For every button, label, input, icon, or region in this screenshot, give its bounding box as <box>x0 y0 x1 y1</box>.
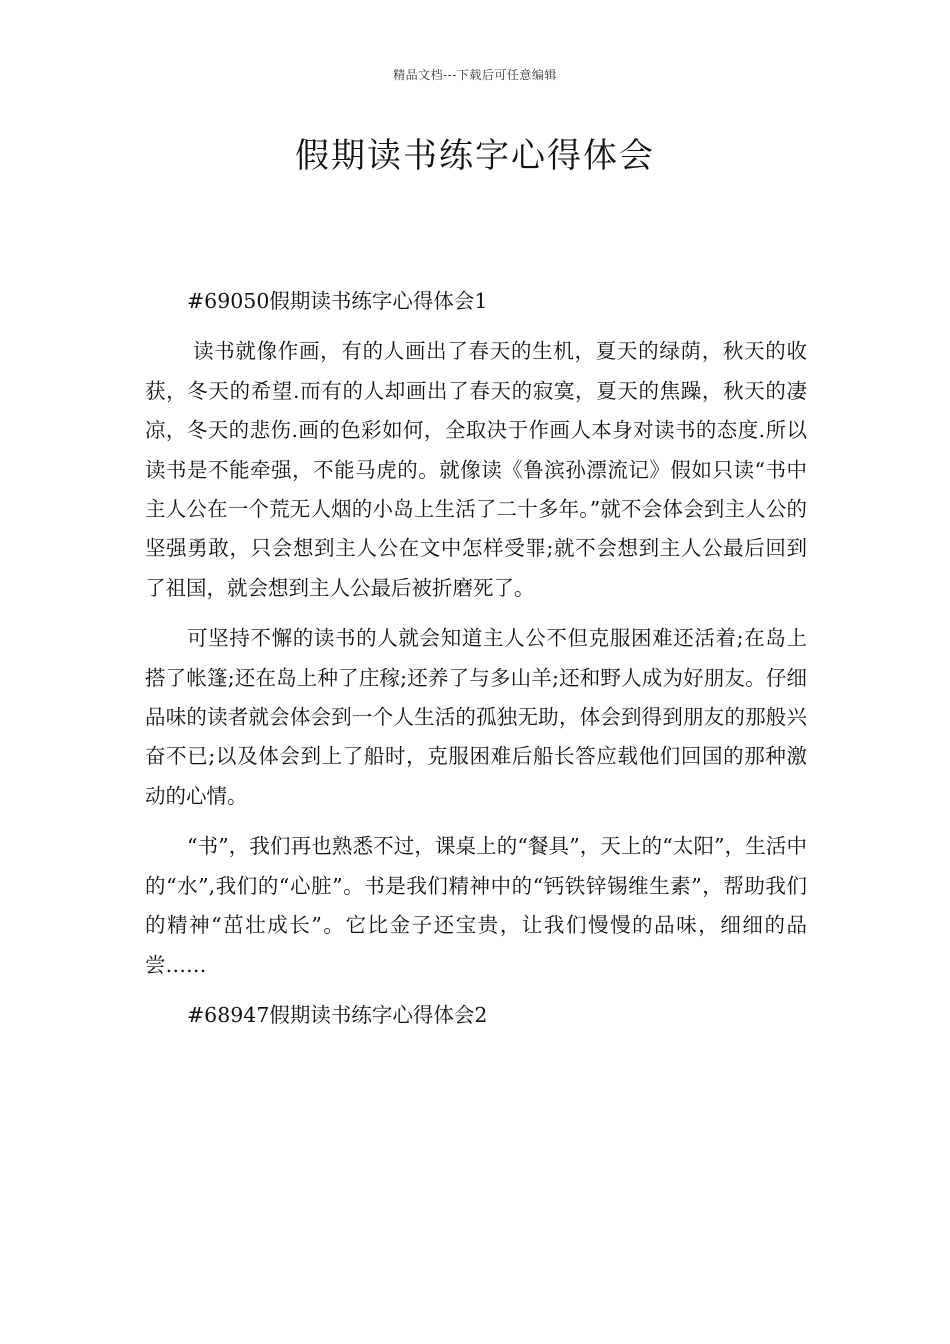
header-note: 精品文档---下载后可任意编辑 <box>393 68 557 82</box>
section-heading-1: #69050假期读书练字心得体会1 <box>187 289 488 313</box>
document-body <box>145 282 807 1046</box>
page-title: 假期读书练字心得体会 <box>295 136 655 176</box>
paragraph: 可坚持不懈的读书的人就会知道主人公不但克服困难还活着;在岛上搭了帐篷;还在岛上种了庄稼;还养了与多山羊;还和野人成为好朋友。仔细品味的读者就会体会到一个人生活的孤独无助，体会到得到朋友的那般兴奋不已;以及体会到上了船时，克服困难后船长答应载他们回国的那种激动的心情。 <box>145 626 807 808</box>
section-heading-2: #68947假期读书练字心得体会2 <box>187 1002 488 1027</box>
paragraph: “书”，我们再也熟悉不过，课桌上的“餐具”，天上的“太阳”，生活中的“水”,我们的“心脏”。书是我们精神中的“钙铁锌锡维生素”，帮助我们的精神“茁壮成长”。它比金子还宝贵，让我们慢慢的品味，细细的品尝…… <box>145 834 807 977</box>
paragraph: 读书就像作画，有的人画出了春天的生机，夏天的绿荫，秋天的收获，冬天的希望.而有的人却画出了春天的寂寞，夏天的焦躁，秋天的凄凉，冬天的悲伤.画的色彩如何，全取决于作画人本身对读书的态度.所以读书是不能牵强，不能马虎的。就像读《鲁滨孙漂流记》假如只读“书中主人公在一个荒无人烟的小岛上生活了二十多年。”就不会体会到主人公的坚强勇敢，只会想到主人公在文中怎样受罪;就不会想到主人公最后回到了祖国，就会想到主人公最后被折磨死了。 <box>145 339 807 600</box>
